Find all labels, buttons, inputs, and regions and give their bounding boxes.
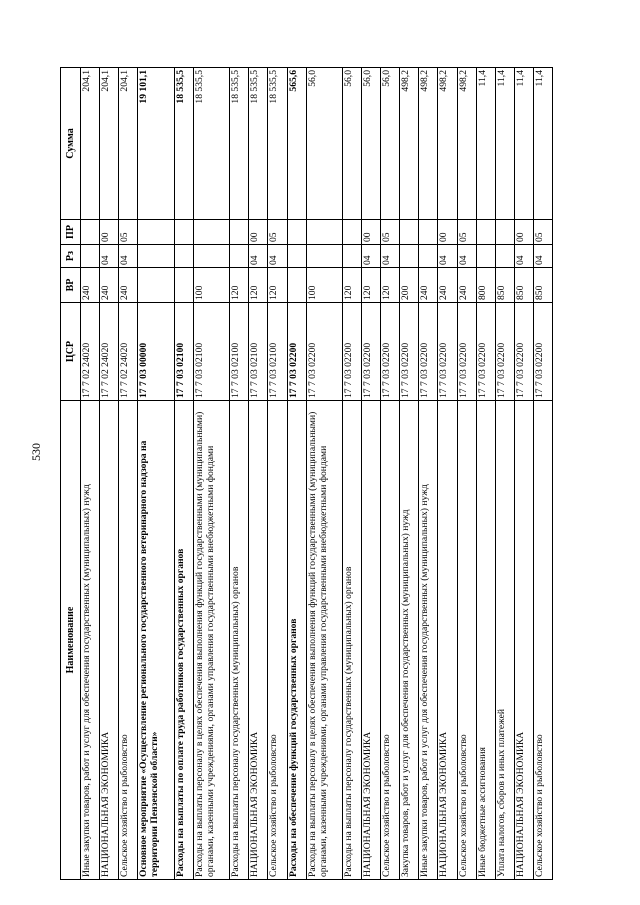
cell-rz (138, 245, 175, 268)
table-row (306, 68, 343, 880)
cell-pr: 00 (249, 220, 268, 245)
cell-csr: 17 7 03 02200 (438, 303, 457, 401)
cell-vr: 100 (193, 268, 230, 303)
cell-csr: 17 7 03 00000 (138, 303, 175, 401)
cell-name: Расходы на выплаты персоналу в целях обеспечения выполнения функций государственными (муниципальными) органами, казенными учреждениями, органами управления государственными внебюджетными фондами (306, 401, 343, 880)
cell-pr (343, 220, 362, 245)
cell-pr (400, 220, 419, 245)
cell-vr: 850 (495, 268, 514, 303)
cell-pr (230, 220, 249, 245)
table-row (476, 68, 495, 880)
cell-csr: 17 7 03 02200 (419, 303, 438, 401)
cell-pr: 00 (362, 220, 381, 245)
cell-amount: 498,2 (419, 68, 438, 220)
cell-pr: 05 (457, 220, 476, 245)
cell-pr: 00 (100, 220, 119, 245)
cell-pr: 05 (268, 220, 287, 245)
cell-vr (138, 268, 175, 303)
cell-rz: 04 (249, 245, 268, 268)
cell-vr: 800 (476, 268, 495, 303)
cell-rz (81, 245, 100, 268)
cell-pr (138, 220, 175, 245)
cell-csr: 17 7 03 02200 (400, 303, 419, 401)
cell-vr: 120 (343, 268, 362, 303)
cell-name: НАЦИОНАЛЬНАЯ ЭКОНОМИКА (514, 401, 533, 880)
table-row (419, 68, 438, 880)
table-row (438, 68, 457, 880)
cell-csr: 17 7 03 02100 (249, 303, 268, 401)
cell-rz (174, 245, 193, 268)
cell-csr: 17 7 03 02200 (362, 303, 381, 401)
cell-amount: 204,1 (100, 68, 119, 220)
cell-vr: 200 (400, 268, 419, 303)
table-row (268, 68, 287, 880)
cell-vr: 850 (533, 268, 552, 303)
cell-amount: 19 101,1 (138, 68, 175, 220)
cell-amount: 18 535,5 (193, 68, 230, 220)
cell-pr (476, 220, 495, 245)
cell-rz: 04 (362, 245, 381, 268)
cell-vr: 240 (457, 268, 476, 303)
cell-rz (230, 245, 249, 268)
cell-vr: 240 (119, 268, 138, 303)
table-row (81, 68, 100, 880)
cell-name: Расходы на выплаты персоналу в целях обеспечения выполнения функций государственными (муниципальными) органами, казенными учреждениями, органами управления государственными внебюджетными фондами (193, 401, 230, 880)
header-pr: ПР (61, 220, 81, 245)
cell-pr: 00 (514, 220, 533, 245)
cell-rz: 04 (268, 245, 287, 268)
cell-pr (287, 220, 306, 245)
cell-rz (343, 245, 362, 268)
cell-rz (419, 245, 438, 268)
cell-rz: 04 (381, 245, 400, 268)
cell-pr (193, 220, 230, 245)
table-row (495, 68, 514, 880)
cell-amount: 11,4 (476, 68, 495, 220)
cell-vr: 120 (381, 268, 400, 303)
cell-name: Иные закупки товаров, работ и услуг для обеспечения государственных (муниципальных) нужд (81, 401, 100, 880)
header-name: Наименование (61, 401, 81, 880)
cell-amount: 498,2 (438, 68, 457, 220)
cell-name: Расходы на выплаты по оплате труда работников государственных органов (174, 401, 193, 880)
cell-pr: 05 (533, 220, 552, 245)
header-amount: Сумма (61, 68, 81, 220)
cell-rz: 04 (533, 245, 552, 268)
budget-table (60, 67, 553, 880)
cell-amount: 204,1 (119, 68, 138, 220)
cell-name: НАЦИОНАЛЬНАЯ ЭКОНОМИКА (100, 401, 119, 880)
cell-csr: 17 7 03 02200 (287, 303, 306, 401)
table-row (193, 68, 230, 880)
cell-vr: 120 (230, 268, 249, 303)
cell-pr: 05 (381, 220, 400, 245)
table-row (381, 68, 400, 880)
cell-csr: 17 7 03 02100 (193, 303, 230, 401)
cell-amount: 565,6 (287, 68, 306, 220)
header-csr: ЦСР (61, 303, 81, 401)
cell-name: Основное мероприятие «Осуществление регионального государственного ветеринарного надзора на территории Пензенской области» (138, 401, 175, 880)
table-row (138, 68, 175, 880)
cell-name: Закупка товаров, работ и услуг для обеспечения государственных (муниципальных) нужд (400, 401, 419, 880)
cell-name: Сельское хозяйство и рыболовство (457, 401, 476, 880)
header-rz: Рз (61, 245, 81, 268)
cell-rz: 04 (119, 245, 138, 268)
cell-csr: 17 7 03 02200 (533, 303, 552, 401)
cell-amount: 204,1 (81, 68, 100, 220)
cell-pr: 05 (119, 220, 138, 245)
cell-name: Расходы на выплаты персоналу государственных (муниципальных) органов (343, 401, 362, 880)
cell-csr: 17 7 03 02200 (381, 303, 400, 401)
cell-rz (400, 245, 419, 268)
cell-amount: 56,0 (362, 68, 381, 220)
cell-amount: 18 535,5 (230, 68, 249, 220)
cell-pr (495, 220, 514, 245)
cell-rz (495, 245, 514, 268)
cell-csr: 17 7 03 02200 (457, 303, 476, 401)
cell-name: Сельское хозяйство и рыболовство (533, 401, 552, 880)
table-row (362, 68, 381, 880)
cell-csr: 17 7 02 24020 (100, 303, 119, 401)
table-row (100, 68, 119, 880)
cell-rz (193, 245, 230, 268)
page-number: 530 (29, 443, 43, 461)
cell-pr (81, 220, 100, 245)
cell-name: Иные закупки товаров, работ и услуг для обеспечения государственных (муниципальных) нужд (419, 401, 438, 880)
cell-csr: 17 7 03 02200 (476, 303, 495, 401)
cell-vr: 120 (249, 268, 268, 303)
table-row (230, 68, 249, 880)
cell-csr: 17 7 03 02200 (306, 303, 343, 401)
cell-amount: 56,0 (306, 68, 343, 220)
cell-pr (419, 220, 438, 245)
cell-name: НАЦИОНАЛЬНАЯ ЭКОНОМИКА (438, 401, 457, 880)
cell-amount: 56,0 (343, 68, 362, 220)
cell-rz (476, 245, 495, 268)
cell-pr: 00 (438, 220, 457, 245)
table-header-row (61, 68, 81, 880)
cell-amount: 56,0 (381, 68, 400, 220)
cell-name: Сельское хозяйство и рыболовство (268, 401, 287, 880)
table-row (119, 68, 138, 880)
cell-rz: 04 (514, 245, 533, 268)
cell-amount: 18 535,5 (174, 68, 193, 220)
table-row (533, 68, 552, 880)
table-row (514, 68, 533, 880)
cell-name: Расходы на обеспечение функций государственных органов (287, 401, 306, 880)
cell-rz (287, 245, 306, 268)
cell-csr: 17 7 03 02100 (174, 303, 193, 401)
cell-csr: 17 7 03 02100 (268, 303, 287, 401)
cell-rz: 04 (438, 245, 457, 268)
cell-amount: 11,4 (514, 68, 533, 220)
cell-vr: 120 (268, 268, 287, 303)
cell-amount: 498,2 (400, 68, 419, 220)
cell-amount: 498,2 (457, 68, 476, 220)
cell-name: НАЦИОНАЛЬНАЯ ЭКОНОМИКА (362, 401, 381, 880)
cell-vr: 240 (100, 268, 119, 303)
table-row (457, 68, 476, 880)
cell-vr (287, 268, 306, 303)
cell-name: Сельское хозяйство и рыболовство (119, 401, 138, 880)
cell-vr (174, 268, 193, 303)
cell-csr: 17 7 03 02100 (230, 303, 249, 401)
cell-vr: 240 (438, 268, 457, 303)
table-row (287, 68, 306, 880)
cell-name: Уплата налогов, сборов и иных платежей (495, 401, 514, 880)
cell-vr: 850 (514, 268, 533, 303)
header-vr: ВР (61, 268, 81, 303)
cell-csr: 17 7 03 02200 (495, 303, 514, 401)
cell-vr: 240 (81, 268, 100, 303)
cell-vr: 120 (362, 268, 381, 303)
cell-csr: 17 7 02 24020 (119, 303, 138, 401)
cell-pr (174, 220, 193, 245)
table-row (400, 68, 419, 880)
cell-csr: 17 7 03 02200 (343, 303, 362, 401)
table-row (174, 68, 193, 880)
cell-amount: 11,4 (495, 68, 514, 220)
cell-rz: 04 (457, 245, 476, 268)
cell-name: Иные бюджетные ассигнования (476, 401, 495, 880)
cell-amount: 18 535,5 (268, 68, 287, 220)
cell-rz: 04 (100, 245, 119, 268)
cell-name: НАЦИОНАЛЬНАЯ ЭКОНОМИКА (249, 401, 268, 880)
cell-pr (306, 220, 343, 245)
table-row (343, 68, 362, 880)
cell-csr: 17 7 03 02200 (514, 303, 533, 401)
cell-csr: 17 7 02 24020 (81, 303, 100, 401)
table-body (81, 68, 553, 880)
cell-name: Сельское хозяйство и рыболовство (381, 401, 400, 880)
table-row (249, 68, 268, 880)
cell-vr: 240 (419, 268, 438, 303)
cell-amount: 18 535,5 (249, 68, 268, 220)
cell-rz (306, 245, 343, 268)
cell-vr: 100 (306, 268, 343, 303)
cell-amount: 11,4 (533, 68, 552, 220)
rotated-table-wrapper (60, 68, 553, 880)
cell-name: Расходы на выплаты персоналу государственных (муниципальных) органов (230, 401, 249, 880)
